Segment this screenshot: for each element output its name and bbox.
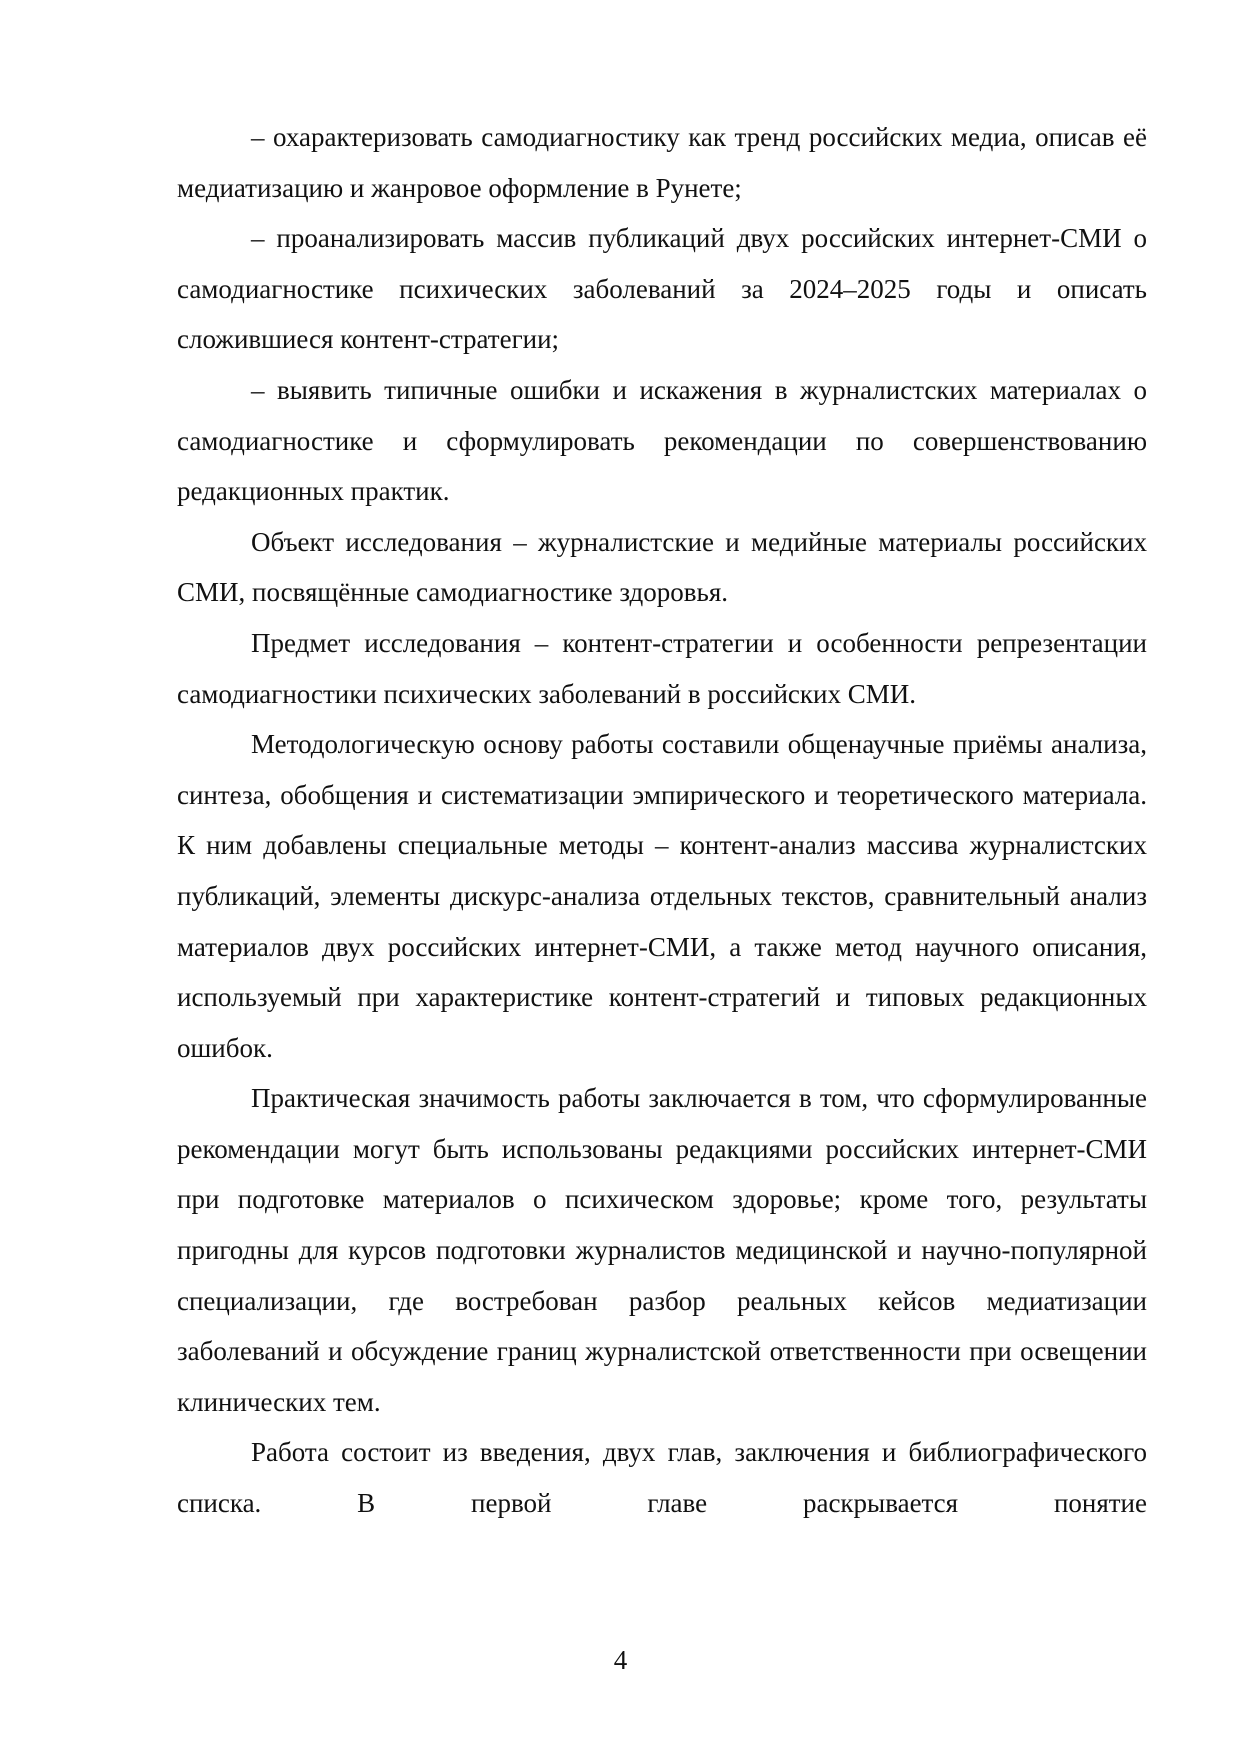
task-item-identify-errors: – выявить типичные ошибки и искажения в журналистских материалах о самодиагностике и сформулировать рекомендации по совершенствованию редакционных практик. [177, 374, 1147, 507]
methodology-paragraph: Методологическую основу работы составили общенаучные приёмы анализа, синтеза, обобщения и систематизации эмпирического и теоретического материала. К ним добавлены специальные методы – контент-анализ массива журналистских публикаций, элементы дискурс-анализа отдельных текстов, сравнительный анализ материалов двух российских интернет-СМИ, а также метод научного описания, используемый при характеристике контент-стратегий и типовых редакционных ошибок. [177, 729, 1147, 1063]
page-number: 4 [613, 1645, 628, 1675]
practical-significance-paragraph: Практическая значимость работы заключается в том, что сформулированные рекомендации могут быть использованы редакциями российских интернет-СМИ при подготовке материалов о психическом здоровье; кроме того, результаты пригодны для курсов подготовки журналистов медицинской и научно-популярной специализации, где востребован разбор реальных кейсов медиатизации заболеваний и обсуждение границ журналистской ответственности при освещении клинических тем. [177, 1083, 1147, 1417]
structure-paragraph: Работа состоит из введения, двух глав, заключения и библиографического списка. В первой главе раскрывается понятие [177, 1437, 1147, 1519]
task-item-analyze: – проанализировать массив публикаций двух российских интернет-СМИ о самодиагностике психических заболеваний за 2024–2025 годы и описать сложившиеся контент-стратегии; [177, 223, 1147, 355]
document-body [177, 112, 1147, 1529]
research-object-paragraph: Объект исследования – журналистские и медийные материалы российских СМИ, посвящённые самодиагностике здоровья. [177, 526, 1147, 608]
research-subject-paragraph: Предмет исследования – контент-стратегии и особенности репрезентации самодиагностики психических заболеваний в российских СМИ. [177, 627, 1147, 709]
task-item-characterize: – охарактеризовать самодиагностику как тренд российских медиа, описав её медиатизацию и жанровое оформление в Рунете; [177, 122, 1147, 203]
